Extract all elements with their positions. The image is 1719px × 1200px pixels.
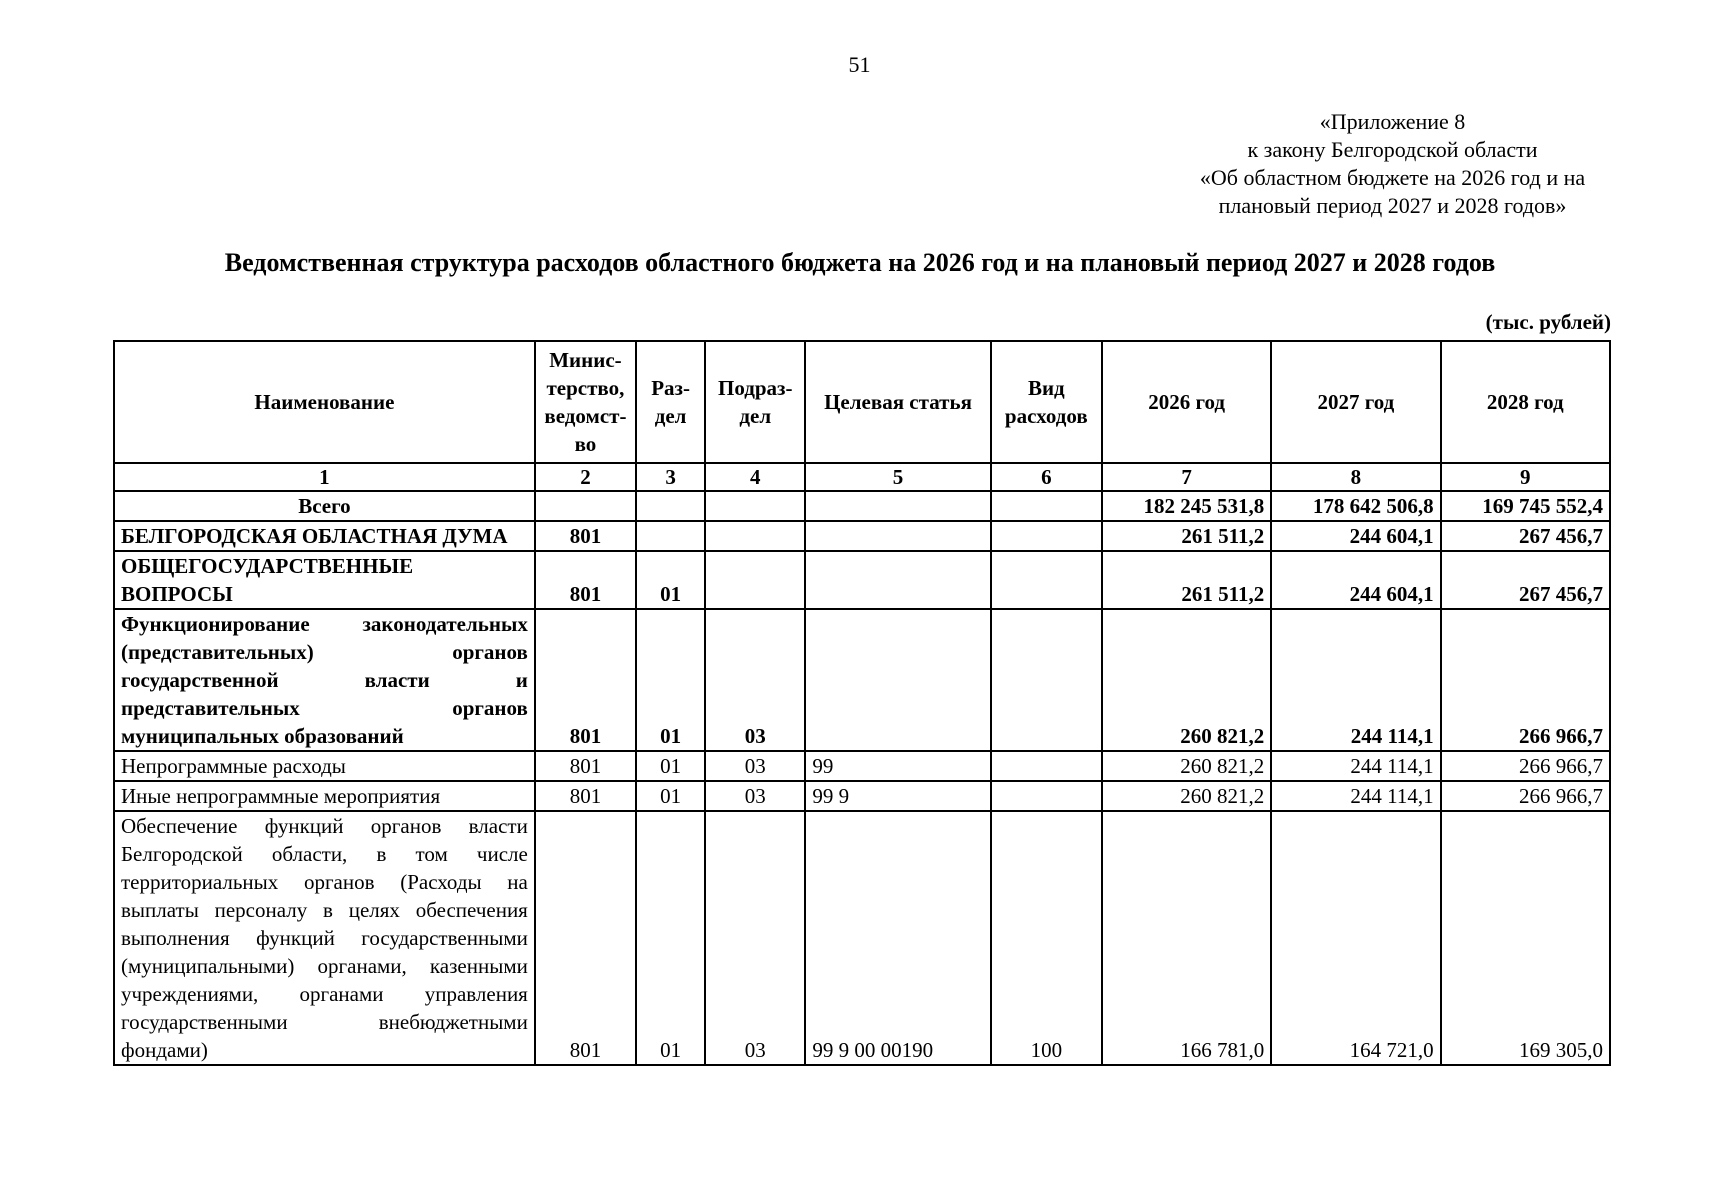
- table-row: [114, 609, 1610, 751]
- row-2026: 261 511,2: [1102, 521, 1271, 551]
- row-expense-type: [991, 551, 1102, 609]
- column-number: 1: [114, 463, 535, 491]
- appendix-line: плановый период 2027 и 2028 годов»: [1218, 193, 1567, 218]
- header-ministry: Минис-терство, ведомст-во: [535, 341, 636, 463]
- row-2026: 260 821,2: [1102, 609, 1271, 751]
- row-section: 01: [636, 811, 705, 1065]
- row-2027: 244 604,1: [1271, 521, 1440, 551]
- row-2026: 261 511,2: [1102, 551, 1271, 609]
- row-2028: 169 305,0: [1441, 811, 1610, 1065]
- row-section: 01: [636, 551, 705, 609]
- row-ministry: 801: [535, 751, 636, 781]
- page-number: 51: [848, 52, 871, 77]
- empty-cell: [805, 491, 990, 521]
- row-subsection: 03: [705, 811, 805, 1065]
- header-row: [114, 341, 1610, 463]
- column-number: 5: [805, 463, 990, 491]
- header-2026: 2026 год: [1102, 341, 1271, 463]
- row-name: Непрограммные расходы: [114, 751, 535, 781]
- row-2028: 267 456,7: [1441, 551, 1610, 609]
- document-title: Ведомственная структура расходов областного бюджета на 2026 год и на плановый период 2027 и 2028 годов: [224, 248, 1496, 277]
- row-section: 01: [636, 609, 705, 751]
- row-2028: 266 966,7: [1441, 609, 1610, 751]
- row-target: 99: [805, 751, 990, 781]
- appendix-line: «Приложение 8: [1319, 109, 1466, 134]
- row-2027: 244 114,1: [1271, 781, 1440, 811]
- column-number: 2: [535, 463, 636, 491]
- total-row: [114, 491, 1610, 521]
- column-number: 8: [1271, 463, 1440, 491]
- row-2026: 260 821,2: [1102, 781, 1271, 811]
- appendix-block: [1100, 108, 1685, 220]
- column-number: 9: [1441, 463, 1610, 491]
- column-number: 3: [636, 463, 705, 491]
- row-ministry: 801: [535, 781, 636, 811]
- row-ministry: 801: [535, 811, 636, 1065]
- row-2028: 266 966,7: [1441, 781, 1610, 811]
- row-expense-type: [991, 521, 1102, 551]
- row-expense-type: [991, 781, 1102, 811]
- budget-table: [113, 340, 1611, 1066]
- total-2027: 178 642 506,8: [1271, 491, 1440, 521]
- header-target: Целевая статья: [805, 341, 990, 463]
- row-subsection: [705, 521, 805, 551]
- table-row: [114, 551, 1610, 609]
- column-number: 4: [705, 463, 805, 491]
- row-2027: 164 721,0: [1271, 811, 1440, 1065]
- row-target: [805, 521, 990, 551]
- row-target: 99 9 00 00190: [805, 811, 990, 1065]
- empty-cell: [991, 491, 1102, 521]
- row-subsection: [705, 551, 805, 609]
- row-name: Иные непрограммные мероприятия: [114, 781, 535, 811]
- table-row: [114, 811, 1610, 1065]
- row-subsection: 03: [705, 609, 805, 751]
- total-2028: 169 745 552,4: [1441, 491, 1610, 521]
- units-label: (тыс. рублей): [1485, 310, 1611, 334]
- total-2026: 182 245 531,8: [1102, 491, 1271, 521]
- appendix-line: к закону Белгородской области: [1247, 137, 1538, 162]
- row-subsection: 03: [705, 751, 805, 781]
- appendix-line: «Об областном бюджете на 2026 год и на: [1199, 165, 1586, 190]
- row-section: 01: [636, 751, 705, 781]
- row-target: [805, 609, 990, 751]
- empty-cell: [535, 491, 636, 521]
- row-section: 01: [636, 781, 705, 811]
- row-name: Обеспечение функций органов власти Белгородской области, в том числе территориальных органов (Расходы на выплаты персоналу в целях обеспечения выполнения функций государственными (муниципальными) органами, казенными учреждениями, органами управления государственными внебюджетными фондами): [114, 811, 535, 1065]
- row-2028: 266 966,7: [1441, 751, 1610, 781]
- row-ministry: 801: [535, 521, 636, 551]
- row-subsection: 03: [705, 781, 805, 811]
- row-target: 99 9: [805, 781, 990, 811]
- row-2026: 260 821,2: [1102, 751, 1271, 781]
- empty-cell: [636, 491, 705, 521]
- table-row: [114, 751, 1610, 781]
- header-subsection: Подраз-дел: [705, 341, 805, 463]
- table-row: [114, 781, 1610, 811]
- row-2027: 244 604,1: [1271, 551, 1440, 609]
- row-section: [636, 521, 705, 551]
- row-name: ОБЩЕГОСУДАРСТВЕННЫЕ ВОПРОСЫ: [114, 551, 535, 609]
- header-section: Раз-дел: [636, 341, 705, 463]
- row-ministry: 801: [535, 551, 636, 609]
- row-target: [805, 551, 990, 609]
- row-2026: 166 781,0: [1102, 811, 1271, 1065]
- row-expense-type: [991, 609, 1102, 751]
- empty-cell: [705, 491, 805, 521]
- column-number: 7: [1102, 463, 1271, 491]
- header-2027: 2027 год: [1271, 341, 1440, 463]
- total-label: Всего: [114, 491, 535, 521]
- row-name: БЕЛГОРОДСКАЯ ОБЛАСТНАЯ ДУМА: [114, 521, 535, 551]
- header-2028: 2028 год: [1441, 341, 1610, 463]
- row-ministry: 801: [535, 609, 636, 751]
- row-2027: 244 114,1: [1271, 751, 1440, 781]
- header-name: Наименование: [114, 341, 535, 463]
- row-expense-type: [991, 751, 1102, 781]
- column-number-row: [114, 463, 1610, 491]
- row-2027: 244 114,1: [1271, 609, 1440, 751]
- header-expense-type: Вид расходов: [991, 341, 1102, 463]
- row-expense-type: 100: [991, 811, 1102, 1065]
- row-name: Функционирование законодательных (представительных) органов государственной власти и представительных органов муниципальных образований: [114, 609, 535, 751]
- column-number: 6: [991, 463, 1102, 491]
- row-2028: 267 456,7: [1441, 521, 1610, 551]
- table-row: [114, 521, 1610, 551]
